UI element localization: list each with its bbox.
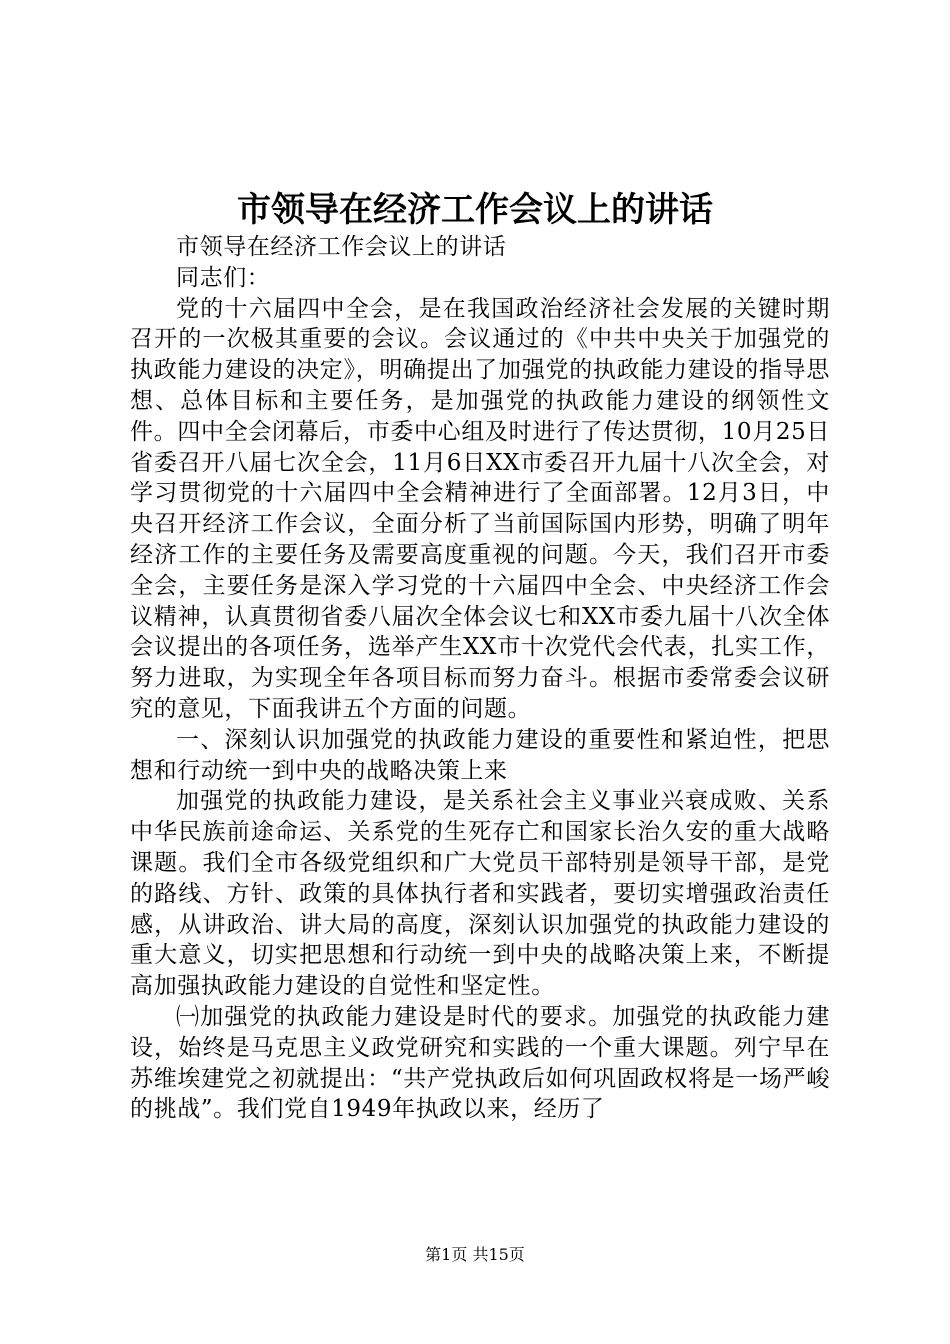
document-body (130, 232, 830, 1125)
document-title: 市领导在经济工作会议上的讲话 (237, 190, 713, 230)
paragraph-subsection-1: ㈠加强党的执政能力建设是时代的要求。加强党的执政能力建设，始终是马克思主义政党研究和实践的一个重大课题。列宁早在苏维埃建党之初就提出：“共产党执政后如何巩固政权将是一场严峻的挑战”。我们党自1949年执政以来，经历了 (130, 1003, 830, 1123)
page-footer: 第1页 共15页 (425, 1245, 525, 1264)
paragraph-subtitle: 市领导在经济工作会议上的讲话 (176, 234, 507, 260)
section-heading-1: 一、深刻认识加强党的执政能力建设的重要性和紧迫性，把思想和行动统一到中央的战略决策上来 (130, 726, 830, 784)
paragraph-section-1: 加强党的执政能力建设，是关系社会主义事业兴衰成败、关系中华民族前途命运、关系党的生死存亡和国家长治久安的重大战略课题。我们全市各级党组织和广大党员干部特别是领导干部，是党的路线、方针、政策的具体执行者和实践者，要切实增强政治责任感，从讲政治、讲大局的高度，深刻认识加强党的执政能力建设的重大意义，切实把思想和行动统一到中央的战略决策上来，不断提高加强执政能力建设的自觉性和坚定性。 (130, 788, 830, 1000)
paragraph-salutation: 同志们： (176, 264, 271, 291)
paragraph-intro: 党的十六届四中全会，是在我国政治经济社会发展的关键时期召开的一次极其重要的会议。会议通过的《中共中央关于加强党的执政能力建设的决定》，明确提出了加强党的执政能力建设的指导思想、总体目标和主要任务，是加强党的执政能力建设的纲领性文件。四中全会闭幕后，市委中心组及时进行了传达贯彻，10月25日省委召开八届七次全会，11月6日XX市委召开九届十八次全会，对学习贯彻党的十六届四中全会精神进行了全面部署。12月3日，中央召开经济工作会议，全面分析了当前国际国内形势，明确了明年经济工作的主要任务及需要高度重视的问题。今天，我们召开市委全会，主要任务是深入学习党的十六届四中全会、中央经济工作会议精神，认真贯彻省委八届次全体会议七和XX市委九届十八次全体会议提出的各项任务，选举产生XX市十次党代会代表，扎实工作，努力进取，为实现全年各项目标而努力奋斗。根据市委常委会议研究的意见，下面我讲五个方面的问题。 (130, 295, 830, 722)
